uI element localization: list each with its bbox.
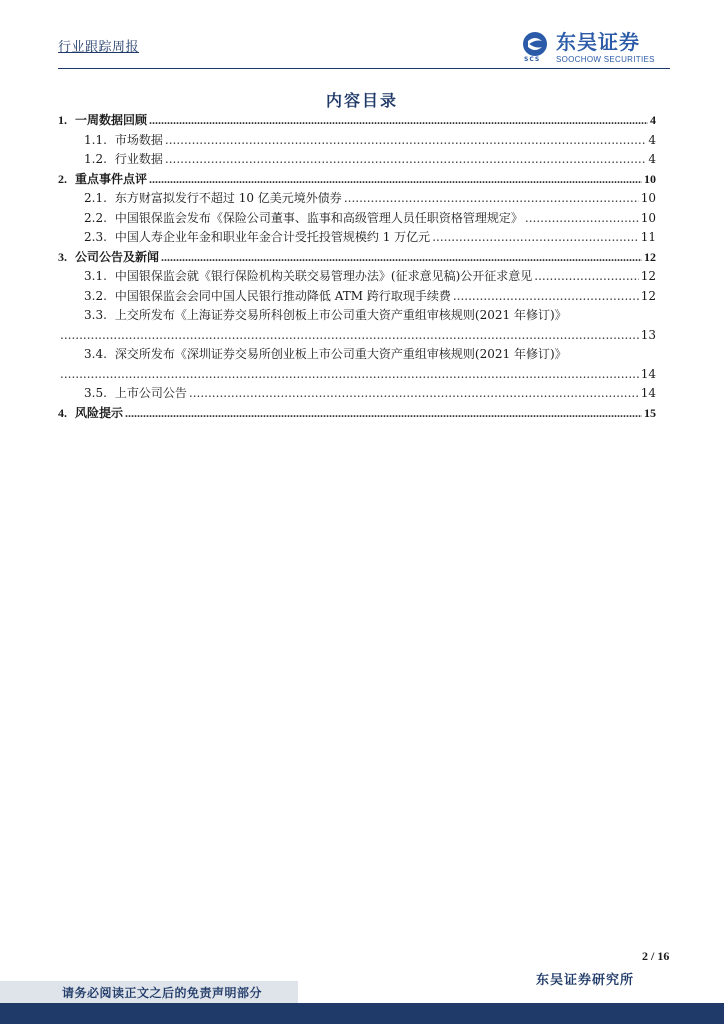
disclaimer-note: 请务必阅读正文之后的免责声明部分 (62, 986, 263, 1000)
logo-english-name: SOOCHOW SECURITIES (556, 55, 655, 64)
toc-title: 内容目录 (325, 91, 398, 110)
toc-entry[interactable]: 2.2. 中国银保监会发布《保险公司董事、监事和高级管理人员任职资格管理规定》 ..... 10 (58, 209, 656, 229)
toc-entry[interactable]: 3.4. 深交所发布《深圳证券交易所创业板上市公司重大资产重组审核规则(2021 年修订)》 (84, 347, 567, 361)
soochow-logo-icon (522, 31, 548, 57)
toc-entry[interactable]: 3.1. 中国银保监会就《银行保险机构关联交易管理办法》(征求意见稿)公开征求意见 ..... 12 (58, 267, 656, 287)
toc-entry[interactable]: 3.2. 中国银保监会会同中国人民银行推动降低 ATM 跨行取现手续费 ..... 12 (58, 287, 656, 307)
logo-abbreviation: SCS (524, 56, 541, 63)
toc-entry[interactable]: 1.2. 行业数据 ..... 4 (58, 150, 656, 170)
table-of-contents (58, 111, 656, 423)
logo-chinese-name: 东吴证券 (556, 30, 640, 54)
toc-entry-continuation[interactable]: ..... 13 (58, 326, 656, 346)
footer-bar (0, 1003, 724, 1024)
toc-entry[interactable]: 2. 重点事件点评 ..... 10 (58, 170, 656, 190)
toc-entry[interactable]: 3.3. 上交所发布《上海证券交易所科创板上市公司重大资产重组审核规则(2021 年修订)》 (84, 308, 567, 322)
toc-entry[interactable]: 2.1. 东方财富拟发行不超过 10 亿美元境外债券 ..... 10 (58, 189, 656, 209)
toc-entry[interactable]: 3.5. 上市公司公告 ..... 14 (58, 384, 656, 404)
page-indicator: 2 / 16 (642, 949, 670, 963)
report-type: 行业跟踪周报 (58, 40, 140, 55)
toc-entry[interactable]: 1.1. 市场数据 ..... 4 (58, 131, 656, 151)
toc-entry[interactable]: 1. 一周数据回顾 ..... 4 (58, 111, 656, 131)
institute-name: 东吴证券研究所 (536, 973, 635, 988)
toc-entry[interactable]: 3. 公司公告及新闻 ..... 12 (58, 248, 656, 268)
toc-entry-continuation[interactable]: ..... 14 (58, 365, 656, 385)
header-divider (58, 68, 670, 69)
toc-entry[interactable]: 2.3. 中国人寿企业年金和职业年金合计受托投管规模约 1 万亿元 ..... 11 (58, 228, 656, 248)
company-logo (522, 30, 672, 66)
toc-entry[interactable]: 4. 风险提示 ..... 15 (58, 404, 656, 424)
